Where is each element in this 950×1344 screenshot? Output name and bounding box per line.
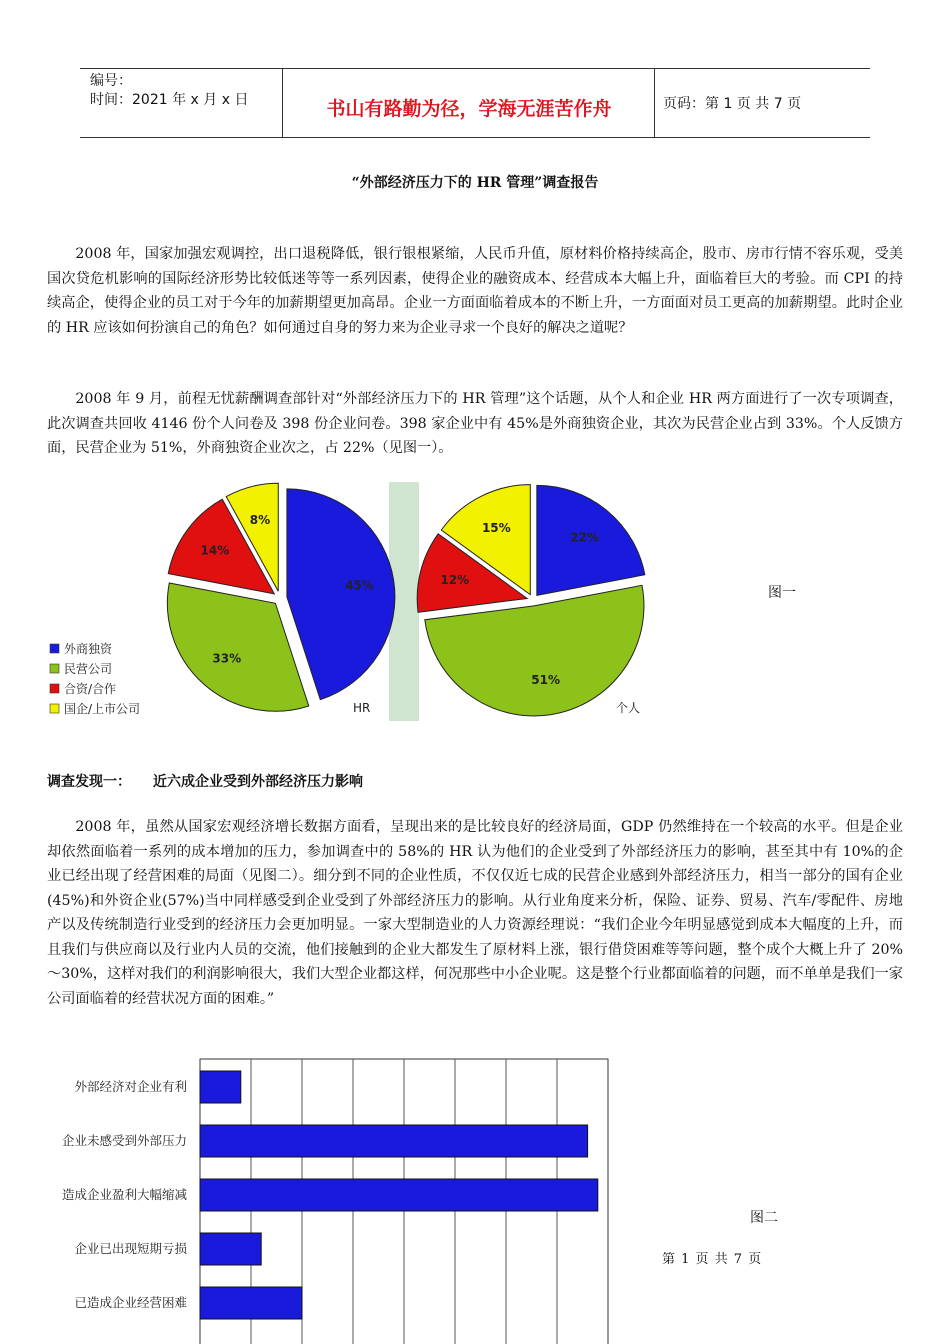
pie-slice-label: 45% <box>345 578 374 593</box>
bar-category-label: 企业未感受到外部压力 <box>61 1133 187 1148</box>
legend-swatch <box>50 704 59 713</box>
pie-slice-label: 33% <box>212 651 242 666</box>
bar-category-label: 已造成企业经营困难 <box>74 1295 187 1310</box>
bar-category-label: 企业已出现短期亏损 <box>74 1241 187 1256</box>
pie-slice-label: 14% <box>200 543 230 558</box>
page-footer: 第 1 页 共 7 页 <box>662 1252 763 1267</box>
legend-label: 外商独资 <box>64 642 113 656</box>
section-label: 调查发现一： <box>47 774 131 790</box>
bar-category-label: 造成企业盈利大幅缩减 <box>61 1187 187 1202</box>
pie-title-individual: 个人 <box>616 701 641 715</box>
pie-slice <box>287 489 395 700</box>
pie-slice-label: 8% <box>249 513 271 528</box>
section-heading <box>47 771 363 791</box>
pie-legend <box>50 641 140 716</box>
legend-label: 民营公司 <box>64 662 113 676</box>
pie-slice <box>167 583 308 711</box>
bar <box>200 1287 302 1319</box>
pie-chart-hr <box>167 483 395 711</box>
pie-slice-label: 15% <box>481 521 511 536</box>
figure-two-bar-chart <box>40 1056 620 1344</box>
legend-label: 合资/合作 <box>64 682 117 696</box>
legend-swatch <box>50 644 59 653</box>
pie-slice-label: 12% <box>440 572 470 587</box>
figure-two-caption: 图二 <box>750 1210 778 1226</box>
document-date: 时间：2021 年 x 月 x 日 <box>90 92 249 108</box>
pie-slice-label: 22% <box>570 530 599 545</box>
figure-one-pies <box>40 478 660 728</box>
bar <box>200 1125 588 1157</box>
paragraph-finding-one: 2008 年，虽然从国家宏观经济增长数据方面看，呈现出来的是比较良好的经济局面，GDP 仍然维持在一个较高的水平。但是企业却依然面临着一系列的成本增加的压力，参加调查中的 58%的 HR 认为他们的企业受到了外部经济压力的影响，甚至其中有 10%的企业已经出现了经营困难的局面（见图二）。细分到不同的企业性质，不仅仅近七成的民营企业感到外部经济压力，相当一部分的国有企业(45%)和外资企业(57%)当中同样感受到企业受到了外部经济压力的影响。从行业角度来分析，保险、证券、贸易、汽车/零配件、房地产以及传统制造行业受到的经济压力会更加明显。一家大型制造业的人力资源经理说：“我们企业今年明显感觉到成本大幅度的上升，而且我们与供应商以及行业内人员的交流，他们接触到的企业大都发生了原材料上涨，银行借贷困难等等问题，整个成个大概上升了 20%～30%，这样对我们的利润影响很大，我们大型企业都这样，何况那些中小企业呢。这是整个行业都面临着的问题，而不单单是我们一家公司面临着的经营状况方面的困难。” <box>47 819 903 1007</box>
figure-one-caption: 图一 <box>768 585 796 601</box>
paragraph-intro: 2008 年，国家加强宏观调控，出口退税降低，银行银根紧缩，人民币升值，原材料价格持续高企，股市、房市行情不容乐观，受美国次贷危机影响的国际经济形势比较低迷等等一系列因素，使得企业的融资成本、经营成本大幅上升，面临着巨大的考验。而 CPI 的持续高企，使得企业的员工对于今年的加薪期望更加高昂。企业一方面面临着成本的不断上升，一方面面对员工更高的加薪期望。此时企业的 HR 应该如何扮演自己的角色？如何通过自身的努力来为企业寻求一个良好的解决之道呢？ <box>47 246 903 336</box>
bar <box>200 1233 261 1265</box>
pie-chart-individual <box>417 485 645 716</box>
header-page-info: 页码：第 1 页 共 7 页 <box>663 96 802 112</box>
legend-swatch <box>50 684 59 693</box>
bar-category-label: 外部经济对企业有利 <box>74 1079 187 1094</box>
section-title: 近六成企业受到外部经济压力影响 <box>153 774 363 790</box>
pie-slice-label: 51% <box>531 672 561 687</box>
header-motto: 书山有路勤为径，学海无涯苦作舟 <box>326 98 612 120</box>
pie-title-hr: HR <box>353 701 371 715</box>
legend-label: 国企/上市公司 <box>64 702 141 716</box>
bar <box>200 1179 598 1211</box>
bar <box>200 1071 241 1103</box>
document-number-label: 编号： <box>90 73 132 89</box>
paragraph-survey: 2008 年 9 月，前程无忧薪酬调查部针对“外部经济压力下的 HR 管理”这个话题，从个人和企业 HR 两方面进行了一次专项调查，此次调查共回收 4146 份个人问卷及 398 份企业问卷。398 家企业中有 45%是外商独资企业，其次为民营企业占到 33%。个人反馈方面，民营企业为 51%，外商独资企业次之，占 22%（见图一）。 <box>47 391 903 456</box>
bar-category-labels <box>62 1079 188 1310</box>
legend-swatch <box>50 664 59 673</box>
report-title: “外部经济压力下的 HR 管理”调查报告 <box>351 175 599 191</box>
